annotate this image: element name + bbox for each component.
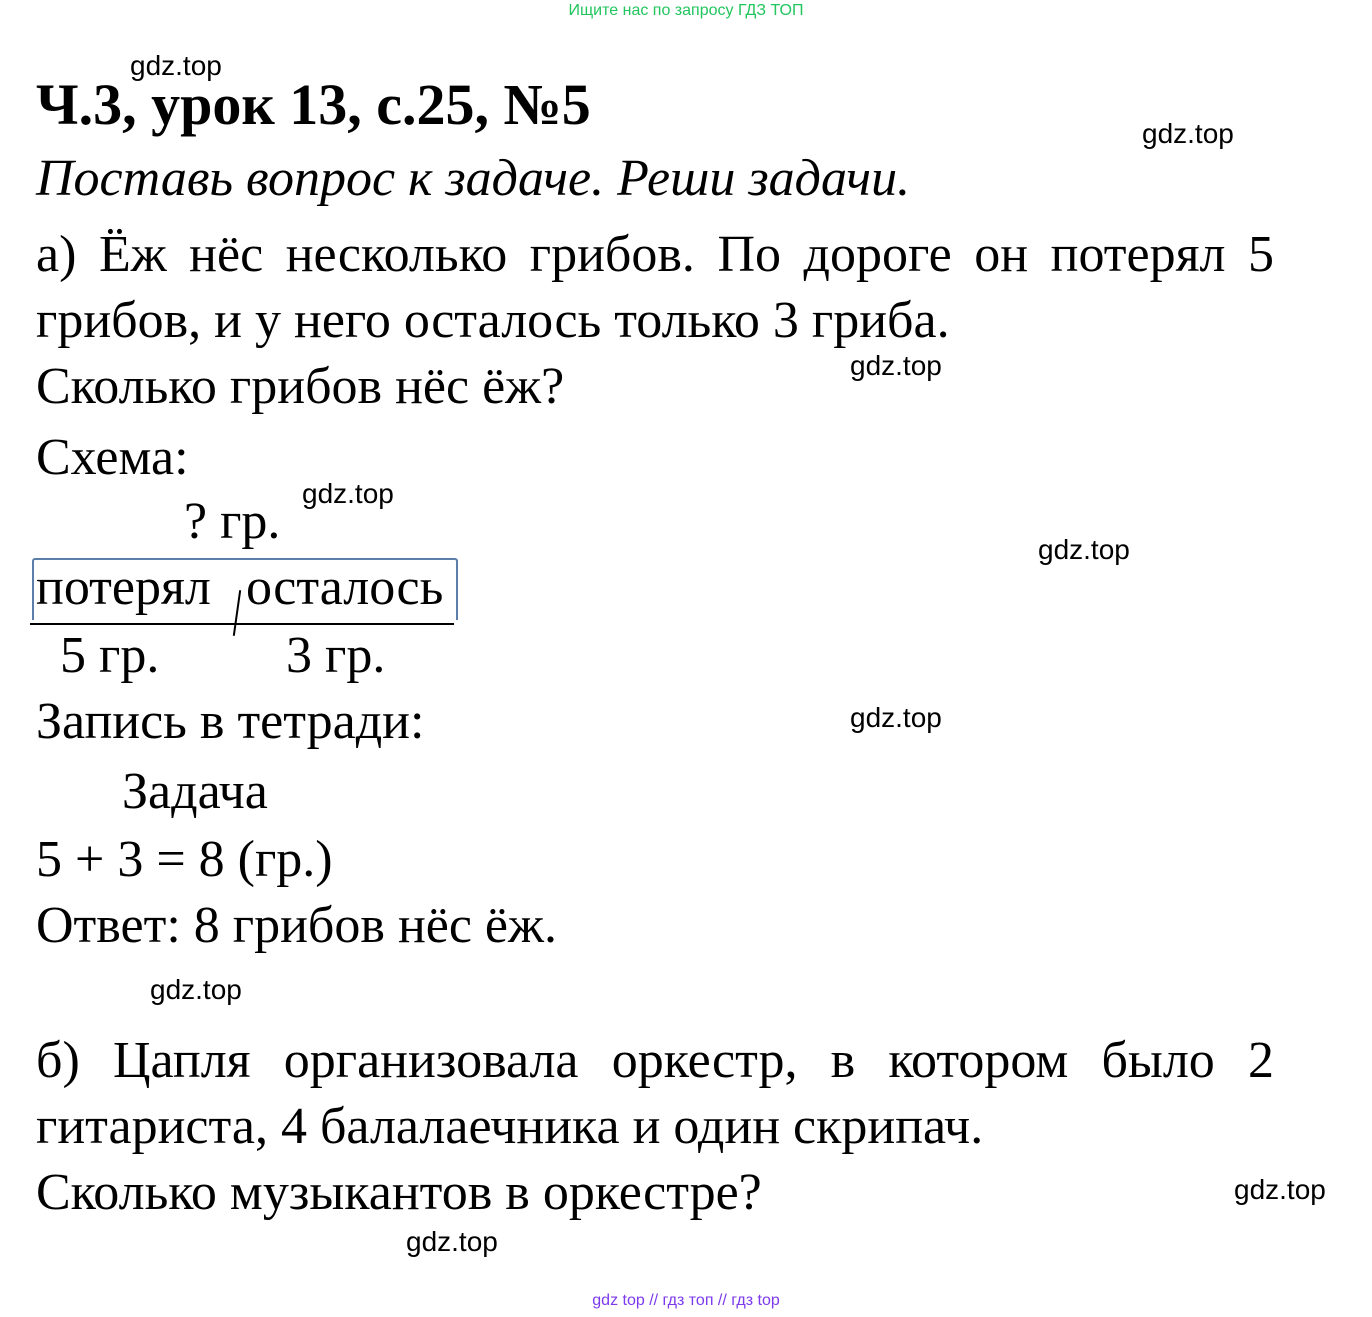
task-b-text [36,1028,1274,1226]
watermark: gdz.top [302,478,394,509]
task-b-question: Сколько музыкантов в оркестре? [36,1164,762,1221]
task-a-text-main: а) Ёж нёс несколько грибов. По дороге он потерял 5 грибов, и у него осталось только 3 гриба. [36,226,1274,349]
task-a-question: Сколько грибов нёс ёж? [36,358,565,415]
instruction: Поставь вопрос к задаче. Реши задачи. [36,150,911,207]
watermark: gdz.top [1234,1174,1326,1205]
scheme-value-lost: 5 гр. [60,627,160,684]
watermark: gdz.top [130,50,222,81]
watermark: gdz.top [850,702,942,733]
scheme-label: Схема: [36,429,189,486]
watermark: gdz.top [850,350,942,381]
answer: Ответ: 8 грибов нёс ёж. [36,897,557,954]
notebook-label: Запись в тетради: [36,693,425,750]
scheme-part-lost: потерял [36,559,211,616]
top-banner: Ищите нас по запросу ГДЗ ТОП [568,2,804,19]
watermark: gdz.top [1038,534,1130,565]
watermark: gdz.top [406,1226,498,1257]
task-b-text-main: б) Цапля организовала оркестр, в котором было 2 гитариста, 4 балалаечника и один скрипач. [36,1032,1274,1155]
solution: 5 + 3 = 8 (гр.) [36,831,333,888]
watermark: gdz.top [150,974,242,1005]
scheme-value-left: 3 гр. [286,627,386,684]
bottom-banner: gdz top // гдз топ // гдз top [592,1292,780,1309]
page-title: Ч.3, урок 13, с.25, №5 [36,72,591,137]
scheme-part-left: осталось [246,559,444,616]
task-a-text [36,222,1274,420]
problem-heading: Задача [122,763,268,820]
scheme-line [30,623,454,625]
watermark: gdz.top [1142,118,1234,149]
scheme-total: ? гр. [184,493,281,550]
